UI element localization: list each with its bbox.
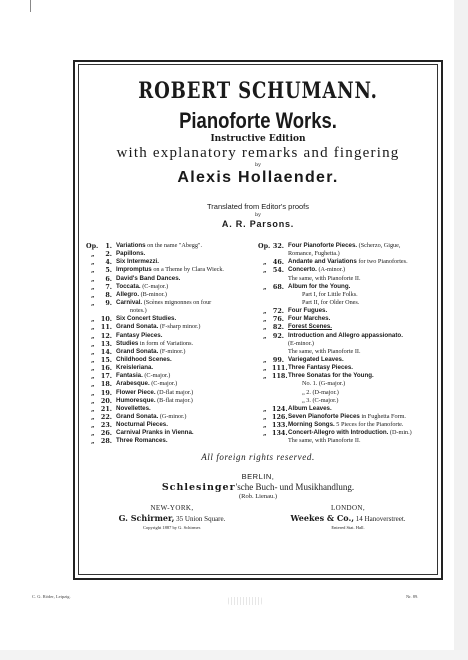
translation-note: Translated from Editor's proofs bbox=[206, 202, 310, 211]
work-entry bbox=[258, 340, 436, 348]
work-detail: (Scherzo, Gigue, bbox=[357, 242, 401, 249]
work-entry bbox=[86, 283, 256, 291]
work-entry bbox=[86, 242, 256, 250]
work-detail: in form of Variations. bbox=[138, 339, 194, 347]
work-title-entry bbox=[288, 242, 400, 250]
by-label: by bbox=[254, 162, 262, 168]
ditto-mark: „ bbox=[91, 290, 95, 299]
opus-number: 26. bbox=[100, 429, 112, 438]
publisher-proprietor: (Rob. Lienau.) bbox=[238, 493, 278, 500]
work-name: Carnival. bbox=[116, 298, 143, 306]
work-name: Allegro. bbox=[116, 290, 140, 298]
opus-number: 14. bbox=[100, 347, 112, 356]
work-entry bbox=[86, 332, 256, 340]
opus-number: 15. bbox=[100, 355, 112, 364]
opus-number: 28. bbox=[100, 437, 112, 446]
agent-firm bbox=[82, 513, 262, 524]
work-name: Grand Sonata. bbox=[116, 347, 159, 355]
ditto-mark: „ bbox=[263, 404, 267, 413]
work-entry bbox=[86, 372, 256, 380]
work-title-entry bbox=[288, 332, 403, 340]
work-entry-continuation: Romance, Fughetta.) bbox=[288, 250, 340, 258]
opus-number: 134. bbox=[272, 429, 288, 438]
work-title: Pianoforte Works. bbox=[179, 108, 337, 133]
work-name: Grand Sonata. bbox=[116, 412, 159, 420]
opus-number: 23. bbox=[100, 421, 112, 430]
work-title-entry bbox=[116, 340, 193, 348]
page-edge-shadow bbox=[454, 0, 468, 660]
opus-number: 133. bbox=[272, 421, 288, 430]
opus-number: 8. bbox=[105, 290, 112, 299]
ditto-mark: „ bbox=[91, 380, 95, 389]
work-detail: (F-minor.) bbox=[158, 347, 186, 355]
work-entry bbox=[258, 242, 436, 250]
work-title-entry bbox=[288, 283, 350, 291]
works-list-right bbox=[258, 242, 436, 446]
work-entry bbox=[258, 332, 436, 340]
work-entry bbox=[86, 258, 256, 266]
opus-number: 12. bbox=[100, 331, 112, 340]
opus-number: 118. bbox=[272, 372, 288, 381]
opus-number: 10. bbox=[100, 315, 112, 324]
opus-label: Op. bbox=[86, 242, 99, 250]
work-title-entry bbox=[116, 250, 145, 258]
work-name: Three Fantasy Pieces. bbox=[288, 364, 354, 372]
work-detail: (F-sharp minor.) bbox=[158, 323, 201, 331]
publisher-name-bold: Schlesinger bbox=[161, 482, 236, 493]
work-title-entry bbox=[288, 429, 412, 437]
binding-mark bbox=[30, 0, 31, 12]
work-entry bbox=[258, 275, 436, 283]
opus-number: 111. bbox=[272, 364, 288, 373]
ditto-mark: „ bbox=[91, 429, 95, 438]
work-title-entry bbox=[288, 405, 332, 413]
work-entry bbox=[258, 389, 436, 397]
work-detail: in Fughetta Form. bbox=[359, 412, 406, 420]
work-title-entry bbox=[288, 307, 327, 315]
work-name: Variegated Leaves. bbox=[288, 355, 344, 363]
work-title-entry bbox=[116, 356, 172, 364]
ditto-mark: „ bbox=[91, 372, 95, 381]
opus-number: 16. bbox=[100, 364, 112, 373]
work-name: Nocturnal Pieces. bbox=[116, 421, 168, 429]
work-detail: 5 Pieces for the Pianoforte. bbox=[334, 421, 404, 429]
opus-number: 11. bbox=[100, 323, 112, 332]
work-entry bbox=[86, 299, 256, 307]
work-detail: on a Theme by Clara Wieck. bbox=[151, 266, 224, 274]
opus-number: 21. bbox=[100, 404, 112, 413]
work-detail: (C-major.) bbox=[140, 282, 169, 290]
work-title-entry bbox=[288, 258, 408, 266]
work-entry bbox=[258, 356, 436, 364]
agent-firm-bold: Weekes & Co., bbox=[290, 513, 355, 523]
work-entry bbox=[258, 323, 436, 331]
agent-city: NEW-YORK, bbox=[150, 504, 194, 512]
work-entry-continuation: No. 1. (G-major.) bbox=[302, 380, 346, 388]
work-entry bbox=[258, 291, 436, 299]
opus-number: 32. bbox=[272, 242, 284, 250]
plate-number: Nr. 89. bbox=[406, 594, 419, 599]
opus-number: 7. bbox=[105, 282, 112, 291]
opus-number: 68. bbox=[272, 282, 284, 291]
work-title-entry bbox=[288, 372, 374, 380]
work-detail: (Scènes mignonnes on four bbox=[142, 298, 212, 306]
ditto-mark: „ bbox=[263, 364, 267, 373]
opus-number: 19. bbox=[100, 388, 112, 397]
opus-number: 6. bbox=[105, 274, 112, 283]
work-name: Six Intermezzi. bbox=[116, 258, 159, 266]
work-title-entry bbox=[116, 283, 168, 291]
work-title-entry bbox=[288, 364, 353, 372]
ditto-mark: „ bbox=[91, 282, 95, 291]
work-entry bbox=[258, 315, 436, 323]
agent-new-york bbox=[82, 503, 262, 532]
work-entry bbox=[258, 429, 436, 437]
ditto-mark: „ bbox=[91, 323, 95, 332]
work-name: Four Fugues. bbox=[288, 307, 328, 315]
ditto-mark: „ bbox=[263, 421, 267, 430]
ditto-mark: „ bbox=[263, 282, 267, 291]
work-name: Arabesque. bbox=[116, 380, 150, 388]
work-entry bbox=[258, 397, 436, 405]
work-title-entry bbox=[116, 437, 168, 445]
work-name: Album for the Young. bbox=[288, 282, 351, 290]
work-name: Carnival Pranks in Vienna. bbox=[116, 429, 194, 437]
work-name: Novellettes. bbox=[116, 404, 151, 412]
ditto-mark: „ bbox=[263, 372, 267, 381]
work-entry bbox=[86, 266, 256, 274]
work-entry bbox=[86, 323, 256, 331]
work-entry bbox=[86, 291, 256, 299]
work-title-entry bbox=[116, 372, 170, 380]
rights-notice: All foreign rights reserved. bbox=[201, 452, 315, 462]
agent-firm-rest: 35 Union Square. bbox=[174, 515, 226, 523]
opus-number: 2. bbox=[105, 250, 112, 259]
opus-number: 20. bbox=[100, 396, 112, 405]
work-name: Fantasy Pieces. bbox=[116, 331, 163, 339]
work-entry bbox=[86, 356, 256, 364]
opus-number: 124. bbox=[272, 404, 288, 413]
work-name: Kreisleriana. bbox=[116, 364, 154, 372]
agent-firm-bold: G. Schirmer, bbox=[118, 513, 175, 523]
work-detail: (D-flat major.) bbox=[155, 388, 194, 396]
work-entry-continuation: (E-minor.) bbox=[288, 339, 314, 347]
work-entry-continuation: „ 3. (C-major.) bbox=[302, 396, 339, 404]
opus-number: 46. bbox=[272, 258, 284, 267]
work-entry-continuation: „ 2. (D-major.) bbox=[302, 388, 339, 396]
work-entry-continuation: Part II, for Older Ones. bbox=[302, 298, 360, 306]
work-name: Humoresque. bbox=[116, 396, 156, 404]
work-title-entry bbox=[288, 266, 345, 274]
opus-number: 5. bbox=[105, 266, 112, 275]
work-entry bbox=[86, 307, 256, 315]
work-entry-continuation: The same, with Pianoforte II. bbox=[288, 274, 361, 282]
ditto-mark: „ bbox=[263, 412, 267, 421]
ditto-mark: „ bbox=[263, 429, 267, 438]
work-name: Andante and Variations bbox=[288, 258, 357, 266]
work-name: Studies bbox=[116, 339, 139, 347]
ditto-mark: „ bbox=[263, 323, 267, 332]
ditto-mark: „ bbox=[263, 315, 267, 324]
agent-firm-rest: 14 Hanoverstreet. bbox=[354, 515, 406, 523]
agent-note: Entered Stat. Hall. bbox=[331, 525, 365, 530]
opus-number: 13. bbox=[100, 339, 112, 348]
work-detail: on the name "Abegg". bbox=[145, 242, 203, 249]
ditto-mark: „ bbox=[263, 258, 267, 267]
work-entry bbox=[86, 340, 256, 348]
work-entry bbox=[258, 258, 436, 266]
opus-number: 1. bbox=[105, 242, 112, 250]
work-title-entry bbox=[288, 413, 406, 421]
work-name: Toccata. bbox=[116, 282, 141, 290]
work-title-entry bbox=[116, 380, 177, 388]
work-entry bbox=[258, 405, 436, 413]
opus-number: 9. bbox=[105, 298, 112, 307]
ditto-mark: „ bbox=[263, 355, 267, 364]
opus-number: 99. bbox=[272, 355, 284, 364]
opus-number: 4. bbox=[105, 258, 112, 267]
ditto-mark: „ bbox=[91, 331, 95, 340]
work-entry bbox=[86, 275, 256, 283]
works-list-left bbox=[86, 242, 256, 446]
work-name: Concert-Allegro with Introduction. bbox=[288, 429, 389, 437]
work-title-entry bbox=[116, 429, 194, 437]
work-title-entry bbox=[116, 413, 186, 421]
opus-number: 92. bbox=[272, 331, 284, 340]
work-title-entry bbox=[116, 291, 167, 299]
publisher-name-rest: 'sche Buch- und Musikhandlung. bbox=[235, 482, 355, 492]
agent-firm bbox=[258, 513, 438, 524]
work-name: Concerto. bbox=[288, 266, 317, 274]
work-name: Three Romances. bbox=[116, 437, 168, 445]
work-entry bbox=[86, 380, 256, 388]
work-entry bbox=[258, 437, 436, 445]
work-entry bbox=[86, 405, 256, 413]
opus-number: 17. bbox=[100, 372, 112, 381]
work-name: David's Band Dances. bbox=[116, 274, 181, 282]
editor-name: Alexis Hollaender. bbox=[177, 169, 339, 186]
ditto-mark: „ bbox=[91, 347, 95, 356]
opus-number: 18. bbox=[100, 380, 112, 389]
ditto-mark: „ bbox=[263, 331, 267, 340]
work-name: Morning Songs. bbox=[288, 421, 335, 429]
work-name: Childhood Scenes. bbox=[116, 355, 172, 363]
work-title-entry bbox=[116, 299, 211, 307]
work-entry bbox=[258, 421, 436, 429]
work-title-entry bbox=[288, 315, 330, 323]
work-entry bbox=[86, 348, 256, 356]
ditto-mark: „ bbox=[91, 315, 95, 324]
work-entry bbox=[258, 250, 436, 258]
work-title-entry bbox=[116, 315, 176, 323]
work-name: Flower Piece. bbox=[116, 388, 156, 396]
ditto-mark: „ bbox=[91, 355, 95, 364]
work-entry bbox=[258, 413, 436, 421]
work-entry bbox=[86, 421, 256, 429]
work-entry bbox=[86, 413, 256, 421]
opus-number: 126. bbox=[272, 412, 288, 421]
work-entry bbox=[258, 266, 436, 274]
edition-subtitle: Instructive Edition bbox=[210, 134, 306, 144]
work-entry bbox=[258, 372, 436, 380]
work-detail: (C-major.) bbox=[142, 372, 171, 380]
ditto-mark: „ bbox=[91, 412, 95, 421]
work-title-entry bbox=[288, 323, 332, 331]
composer-name: ROBERT SCHUMANN. bbox=[138, 78, 378, 104]
faded-stamp bbox=[228, 597, 262, 605]
work-entry bbox=[86, 389, 256, 397]
work-title-entry bbox=[116, 397, 193, 405]
work-entry bbox=[86, 250, 256, 258]
work-title-entry bbox=[116, 258, 159, 266]
work-entry bbox=[86, 437, 256, 445]
work-title-entry bbox=[116, 421, 168, 429]
ditto-mark: „ bbox=[263, 307, 267, 316]
opus-number: 82. bbox=[272, 323, 284, 332]
work-name: Papillons. bbox=[116, 250, 146, 258]
work-entry bbox=[86, 364, 256, 372]
work-entry-continuation: The same, with Pianoforte II. bbox=[288, 437, 361, 445]
ditto-mark: „ bbox=[91, 266, 95, 275]
work-name: Fantasia. bbox=[116, 372, 143, 380]
work-title-entry bbox=[116, 242, 202, 250]
agent-london bbox=[258, 503, 438, 532]
work-name: Forest Scenes. bbox=[288, 323, 333, 331]
work-detail: for two Pianofortes. bbox=[356, 258, 408, 266]
work-title-entry bbox=[116, 266, 224, 274]
ditto-mark: „ bbox=[91, 258, 95, 267]
work-name: Variations bbox=[116, 242, 146, 249]
agent-note: Copyright 1887 by G. Schirmer. bbox=[143, 525, 201, 530]
ditto-mark: „ bbox=[91, 404, 95, 413]
opus-number: 76. bbox=[272, 315, 284, 324]
work-title-entry bbox=[116, 364, 153, 372]
work-title-entry bbox=[116, 323, 200, 331]
work-title-entry bbox=[288, 356, 344, 364]
work-entry bbox=[258, 348, 436, 356]
work-entry-continuation: The same, with Pianoforte II. bbox=[288, 347, 361, 355]
work-name: Grand Sonata. bbox=[116, 323, 159, 331]
work-detail: (C-major.) bbox=[149, 380, 178, 388]
page-bottom-shadow bbox=[0, 650, 468, 660]
opus-number: 54. bbox=[272, 266, 284, 275]
edition-description: with explanatory remarks and fingering bbox=[116, 145, 400, 161]
ditto-mark: „ bbox=[91, 250, 95, 259]
work-detail: (A-minor.) bbox=[316, 266, 346, 274]
work-detail: (B-flat major.) bbox=[155, 396, 193, 404]
printer-credit: C. G. Röder, Leipzig. bbox=[32, 594, 71, 599]
work-detail: (G-minor.) bbox=[158, 412, 187, 420]
work-title-entry bbox=[116, 405, 151, 413]
work-name: Four Pianoforte Pieces. bbox=[288, 242, 358, 249]
work-entry bbox=[258, 380, 436, 388]
ditto-mark: „ bbox=[91, 396, 95, 405]
agent-city: LONDON, bbox=[330, 504, 366, 512]
work-name: Six Concert Studies. bbox=[116, 315, 177, 323]
opus-number: 72. bbox=[272, 307, 284, 316]
ditto-mark: „ bbox=[91, 274, 95, 283]
work-entry bbox=[258, 364, 436, 372]
work-entry bbox=[258, 307, 436, 315]
publisher-city: BERLIN, bbox=[241, 472, 275, 481]
work-entry bbox=[258, 283, 436, 291]
work-title-entry bbox=[116, 275, 180, 283]
ditto-mark: „ bbox=[91, 298, 95, 307]
translator-name: A. R. Parsons. bbox=[221, 219, 295, 229]
ditto-mark: „ bbox=[91, 364, 95, 373]
work-name: Three Sonatas for the Young. bbox=[288, 372, 374, 380]
work-entry bbox=[258, 299, 436, 307]
ditto-mark: „ bbox=[91, 437, 95, 446]
work-entry-continuation: Part I, for Little Folks. bbox=[302, 290, 358, 298]
work-name: Album Leaves. bbox=[288, 404, 332, 412]
work-detail: (B-minor.) bbox=[139, 290, 167, 298]
work-entry-continuation: notes.) bbox=[130, 307, 147, 315]
work-name: Four Marches. bbox=[288, 315, 331, 323]
opus-number: 22. bbox=[100, 412, 112, 421]
work-title-entry bbox=[288, 421, 403, 429]
work-name: Impromptus bbox=[116, 266, 152, 274]
by-label-2: by bbox=[254, 212, 262, 218]
opus-label: Op. bbox=[258, 242, 271, 250]
ditto-mark: „ bbox=[91, 421, 95, 430]
work-title-entry bbox=[116, 389, 193, 397]
publisher-name bbox=[78, 482, 438, 493]
work-title-entry bbox=[116, 348, 185, 356]
work-entry bbox=[86, 429, 256, 437]
work-name: Seven Pianoforte Pieces bbox=[288, 412, 360, 420]
work-entry bbox=[86, 397, 256, 405]
work-detail: (D-min.) bbox=[388, 429, 412, 437]
ditto-mark: „ bbox=[91, 388, 95, 397]
work-name: Introduction and Allegro appassionato. bbox=[288, 331, 403, 339]
ditto-mark: „ bbox=[91, 339, 95, 348]
ditto-mark: „ bbox=[263, 266, 267, 275]
work-title-entry bbox=[116, 332, 162, 340]
work-entry bbox=[86, 315, 256, 323]
